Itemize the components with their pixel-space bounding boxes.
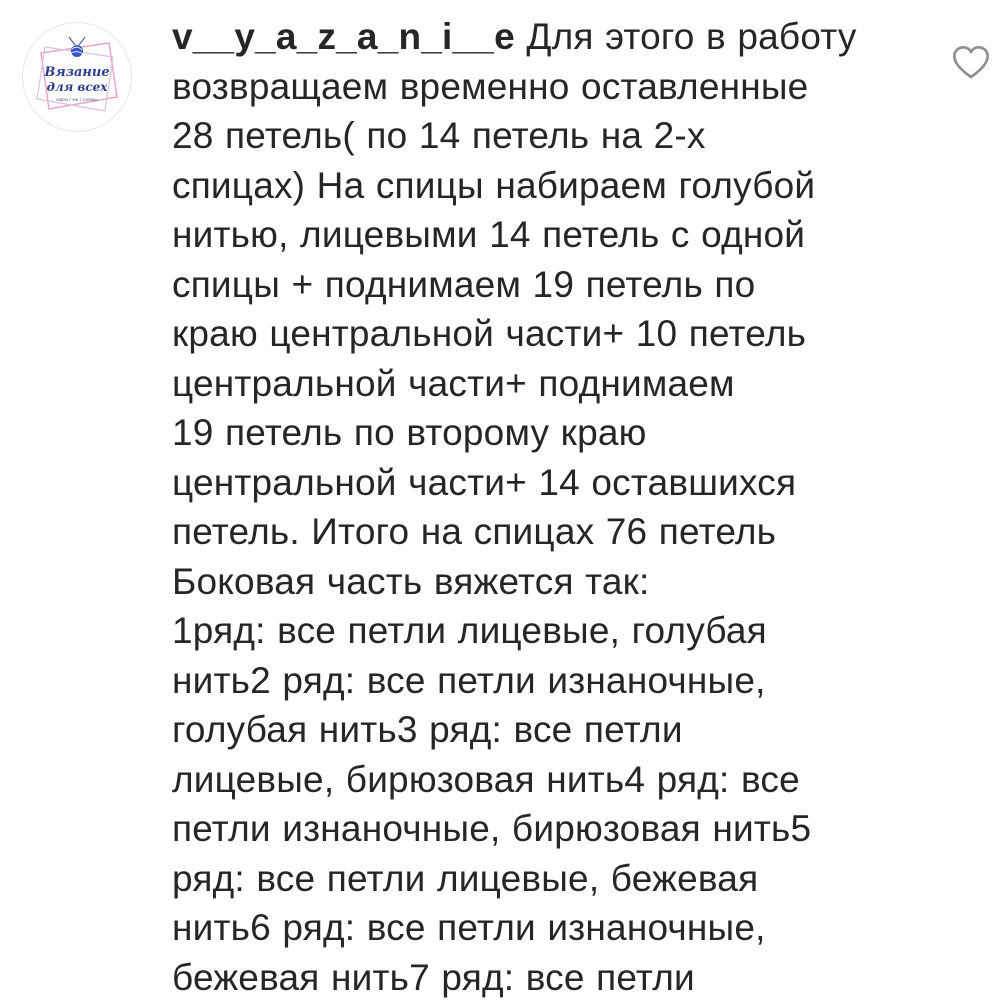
comment-body — [172, 12, 917, 1002]
logo-line2: для всех — [46, 80, 108, 94]
heart-outline-icon[interactable] — [950, 42, 992, 84]
comment-text: Для этого в работу возвращаем временно оставленные 28 петель( по 14 петель на 2-х спицах) На спицы набираем голубой нитью, лицевыми 14 петель с одной спицы + поднимаем 19 петель по краю центральной части+ 10 петель центральной части+ поднимаем 19 петель по второму краю центральной части+ 14 оставшихся петель. Итого на спицах 76 петель Боковая часть вяжется так: 1ряд: все петли лицевые, голубая нить2 ряд: все петли изнаночные, голубая нить3 ряд: все петли лицевые, бирюзовая нить4 ряд: все петли изнаночные, бирюзовая нить5 ряд: все петли лицевые, бежевая нить6 ряд: все петли изнаночные, бежевая нить7 ряд: все петли — [172, 16, 857, 998]
logo-line1: Вязание — [44, 65, 110, 80]
avatar[interactable] — [22, 22, 132, 132]
logo-tagline: идеи / мк / схемы — [56, 98, 98, 103]
logo-icon — [23, 23, 131, 131]
comment-username[interactable]: v__y_a_z_a_n_i__e — [172, 16, 515, 57]
